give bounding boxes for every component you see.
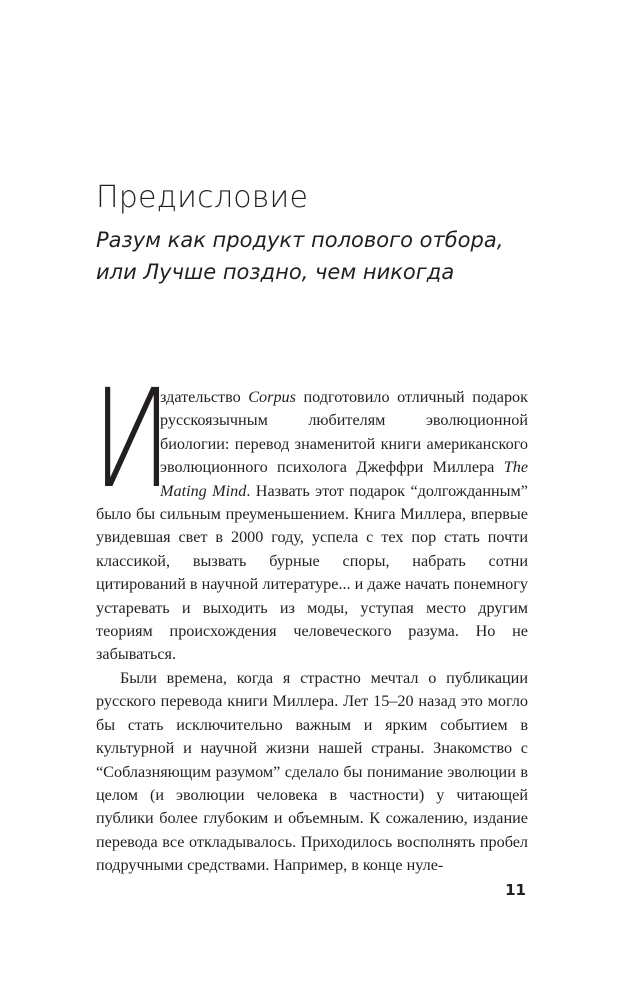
paragraph-1-text-c: . Назвать этот подарок “долгожданным” было бы сильным преуменьшением. Книга Миллера, впервые увидевшая свет в 2000 году, успела с тех пор стать почти классикой, вызвать бурные споры, набрать сотни цитирований в научной литературе... и даже начать понемногу устаревать и выходить из моды, уступая место другим теориям происхождения человеческого разума. Но не забываться. [96,481,528,664]
book-title: The Mating Mind [160,458,528,500]
chapter-subtitle-line-2: или Лучше поздно, чем никогда [96,260,455,284]
chapter-heading [96,178,566,288]
paragraph-1-text-a: здательство [160,388,249,406]
chapter-subtitle-line-1: Разум как продукт полового отбора, [96,228,504,252]
page-number: 11 [505,881,526,899]
publisher-name: Corpus [248,388,296,406]
paragraph-1-text-b: подготовило отличный подарок русскоязычным любителям эволюционной биологии: перевод знаменитой книги американского эволюционного психолога Джеффри Миллера [160,388,528,477]
chapter-subtitle [96,224,566,288]
paragraph-2: Были времена, когда я страстно мечтал о публикации русского перевода книги Миллера. Лет 15–20 назад это могло бы стать исключительно важным и ярким событием в культурной и научной жизни нашей страны. Знакомство с “Соблазняющим разумом” сделало бы понимание эволюции в целом (и эволюции человека в частности) у читающей публики более глубоким и объемным. К сожалению, издание перевода все откладывалось. Приходилось восполнять пробел подручными средствами. Например, в конце нуле- [96,668,528,875]
paragraph-1 [92,361,528,667]
body-text [92,361,528,878]
chapter-title: Предисловие [96,180,309,215]
drop-cap: И [92,361,173,519]
